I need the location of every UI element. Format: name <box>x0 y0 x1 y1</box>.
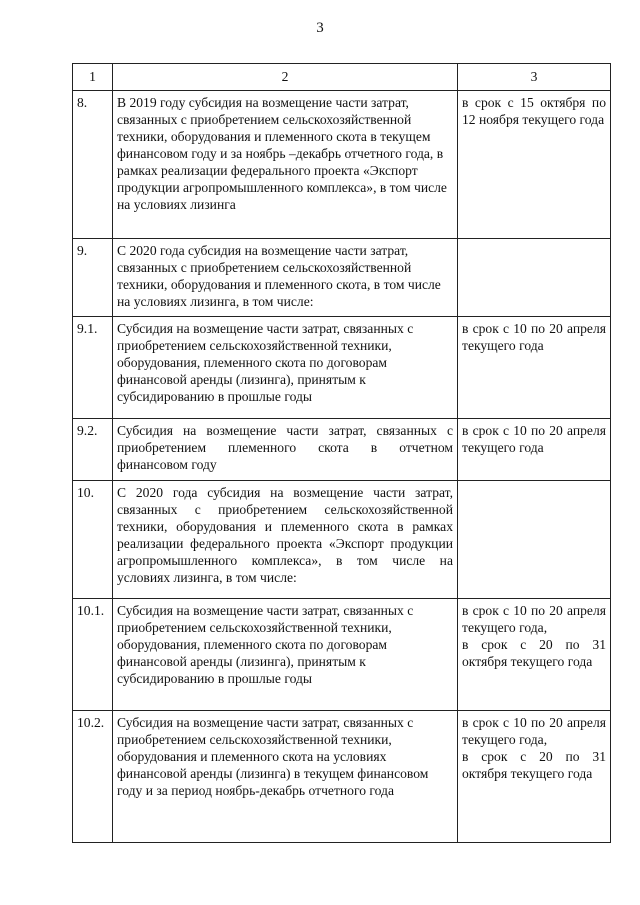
term-text: в срок с 10 по 20 апреля текущего года <box>462 423 606 455</box>
page-number: 3 <box>316 20 324 36</box>
row-description: Субсидия на возмещение части затрат, связанных с приобретением сельскохозяйственной техники, оборудования и племенного скота на условиях финансовой аренды (лизинга) в текущем финансовом году и за период ноябрь-декабрь отчетного года <box>113 711 458 843</box>
row-description: Субсидия на возмещение части затрат, связанных с приобретением сельскохозяйственной техники, оборудования, племенного скота по договорам финансовой аренды (лизинга), принятым к субсидированию в прошлые годы <box>113 599 458 711</box>
row-term <box>458 711 611 843</box>
table-row <box>73 239 611 317</box>
table-header-row <box>73 64 611 91</box>
row-number: 10. <box>73 481 113 599</box>
term-text: в срок с 15 октября по 12 ноября текущего года <box>462 95 606 127</box>
table-row <box>73 419 611 481</box>
table-row <box>73 711 611 843</box>
row-term <box>458 91 611 239</box>
row-term <box>458 481 611 599</box>
row-description: С 2020 года субсидия на возмещение части затрат, связанных с приобретением сельскохозяйственной техники, оборудования и племенного скота в рамках реализации федерального проекта «Экспорт продукции агропромышленного комплекса», в том числе на условиях лизинга, в том числе: <box>113 481 458 599</box>
row-description: Субсидия на возмещение части затрат, связанных с приобретением сельскохозяйственной техники, оборудования, племенного скота по договорам финансовой аренды (лизинга), принятым к субсидированию в прошлые годы <box>113 317 458 419</box>
row-term <box>458 419 611 481</box>
row-number: 9.1. <box>73 317 113 419</box>
row-number: 9. <box>73 239 113 317</box>
subsidy-schedule-table <box>72 63 611 843</box>
table-row <box>73 317 611 419</box>
term-text-2: в срок с 20 по 31 октября текущего года <box>462 637 606 669</box>
term-text: в срок с 10 по 20 апреля текущего года, <box>462 715 606 747</box>
row-number: 10.1. <box>73 599 113 711</box>
row-term <box>458 599 611 711</box>
term-text: в срок с 10 по 20 апреля текущего года <box>462 321 606 353</box>
row-number: 10.2. <box>73 711 113 843</box>
term-text: в срок с 10 по 20 апреля текущего года, <box>462 603 606 635</box>
table-row <box>73 481 611 599</box>
row-description: Субсидия на возмещение части затрат, связанных с приобретением племенного скота в отчетном финансовом году <box>113 419 458 481</box>
row-description: В 2019 году субсидия на возмещение части затрат, связанных с приобретением сельскохозяйственной техники, оборудования и племенного скота в текущем финансовом году и за ноябрь –декабрь отчетного года, в рамках реализации федерального проекта «Экспорт продукции агропромышленного комплекса», в том числе на условиях лизинга <box>113 91 458 239</box>
row-term <box>458 239 611 317</box>
row-number: 9.2. <box>73 419 113 481</box>
header-col-3: 3 <box>458 64 611 91</box>
row-number: 8. <box>73 91 113 239</box>
term-text-2: в срок с 20 по 31 октября текущего года <box>462 749 606 781</box>
header-col-2: 2 <box>113 64 458 91</box>
header-col-1: 1 <box>73 64 113 91</box>
row-term <box>458 317 611 419</box>
row-description: С 2020 года субсидия на возмещение части затрат, связанных с приобретением сельскохозяйственной техники, оборудования и племенного скота, в том числе на условиях лизинга, в том числе: <box>113 239 458 317</box>
table-row <box>73 599 611 711</box>
table-row <box>73 91 611 239</box>
